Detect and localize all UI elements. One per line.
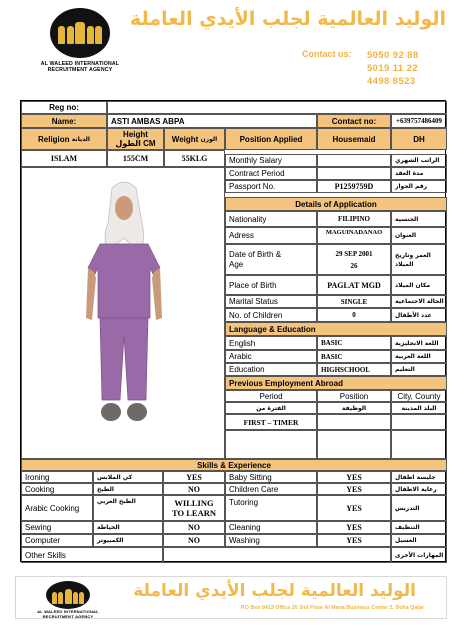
- address-ar: العنوان: [391, 227, 447, 244]
- footer-address: P.O Box 9413 Office 20 2nd Floor Al Mana Business Center 2, Doha Qatar: [240, 605, 424, 611]
- prev-col-city: City, County: [391, 390, 447, 402]
- footer-logo: [28, 581, 108, 619]
- contact-us-label: Contact us:: [302, 49, 352, 59]
- prev-row-position: [317, 414, 391, 430]
- prev-col-position-ar: الوظيفة: [317, 402, 391, 414]
- phone-2: 5019 11 22: [367, 63, 419, 74]
- dob-label: [225, 244, 317, 275]
- footer-agency-name-arabic: الوليد العالمية لجلب الأيدي العاملة: [133, 581, 416, 601]
- reg-label: Reg no:: [21, 101, 107, 114]
- skill-tutoring-ar: التدريس: [391, 495, 447, 521]
- skill-tutoring-label: Tutoring: [225, 495, 317, 521]
- contract-period-label: Contract Period: [225, 167, 317, 180]
- children-ar: عدد الأطفال: [391, 308, 447, 322]
- skill-arabiccooking-label: Arabic Cooking: [21, 495, 93, 521]
- skill-arabiccooking-value: [163, 495, 225, 521]
- nationality-ar: الجنسية: [391, 211, 447, 227]
- prev-row-blank-city: [391, 430, 447, 459]
- marital-status-value: SINGLE: [317, 295, 391, 308]
- arabic-ar: اللغة العربية: [391, 350, 447, 363]
- skill-sewing-label: Sewing: [21, 521, 93, 534]
- dh-header: DH: [391, 128, 447, 150]
- agency-name-arabic: الوليد العالمية لجلب الأيدي العاملة: [130, 8, 446, 30]
- marital-status-label: Marital Status: [225, 295, 317, 308]
- applicant-photo: [21, 167, 225, 459]
- applicant-figure-icon: [22, 168, 226, 460]
- place-of-birth-ar: مكان الميلاد: [391, 275, 447, 295]
- contact-no-value: +639757486409: [391, 114, 447, 128]
- previous-employment-title: Previous Employment Abroad: [225, 376, 447, 390]
- children-label: No. of Children: [225, 308, 317, 322]
- english-ar: اللغة الانجليزية: [391, 336, 447, 350]
- skill-computer-value: NO: [163, 534, 225, 547]
- monthly-salary-label: Monthly Salary: [225, 154, 317, 167]
- skill-washing-ar: الغسيل: [391, 534, 447, 547]
- logo-text-line2: RECRUITMENT AGENCY: [47, 67, 113, 73]
- skill-ironing-value: YES: [163, 471, 225, 483]
- other-skills-value: [163, 547, 391, 563]
- prev-row-blank-position: [317, 430, 391, 459]
- skill-babysitting-value: YES: [317, 471, 391, 483]
- contract-period-ar: مدة العقد: [391, 167, 447, 180]
- height-header: [107, 128, 164, 150]
- english-label: English: [225, 336, 317, 350]
- place-of-birth-label: Place of Birth: [225, 275, 317, 295]
- address-value: MAGUINADANAO: [317, 227, 391, 244]
- dob-ar: [391, 244, 447, 275]
- prev-col-period-ar: الفترة من: [225, 402, 317, 414]
- footer-banner: [15, 576, 447, 619]
- skill-cooking-ar: الطبخ: [93, 483, 163, 495]
- dob-value: [317, 244, 391, 275]
- weight-header-ar: الوزن: [200, 135, 218, 143]
- education-value: HIGHSCHOOL: [317, 363, 391, 376]
- skill-cooking-value: NO: [163, 483, 225, 495]
- dob-ar-2: الميلاد: [395, 260, 414, 268]
- skill-computer-label: Computer: [21, 534, 93, 547]
- arabic-value: BASIC: [317, 350, 391, 363]
- height-value: 155CM: [107, 150, 164, 167]
- skill-sewing-value: NO: [163, 521, 225, 534]
- position-applied-header: Position Applied: [225, 128, 317, 150]
- dob-label-1: Date of Birth &: [229, 249, 282, 259]
- education-ar: التعليم: [391, 363, 447, 376]
- marital-status-ar: الحالة الاجتماعية: [391, 295, 447, 308]
- skill-ironing-ar: كي الملابس: [93, 471, 163, 483]
- dob-label-2: Age: [229, 259, 244, 269]
- prev-col-position: Position: [317, 390, 391, 402]
- weight-header: [164, 128, 225, 150]
- contact-no-label: Contact no:: [317, 114, 391, 128]
- footer-logo-text-line2: RECRUITMENT AGENCY: [42, 613, 94, 619]
- children-value: 0: [317, 308, 391, 322]
- skill-cooking-label: Cooking: [21, 483, 93, 495]
- language-title: Language & Education: [225, 322, 447, 336]
- skill-childrencare-value: YES: [317, 483, 391, 495]
- skill-cleaning-value: YES: [317, 521, 391, 534]
- prev-col-city-ar: البلد المدينة: [391, 402, 447, 414]
- skill-childrencare-ar: رعاية الاطفال: [391, 483, 447, 495]
- prev-row-period: FIRST – TIMER: [225, 414, 317, 430]
- skill-babysitting-ar: جليسة اطفال: [391, 471, 447, 483]
- skill-cleaning-label: Cleaning: [225, 521, 317, 534]
- other-skills-ar: المهارات الأخرى: [391, 547, 447, 563]
- religion-header-ar: الديانة: [71, 135, 90, 143]
- footer-logo-emblem-icon: [46, 581, 90, 609]
- details-title: Details of Application: [225, 197, 447, 211]
- weight-value: 55KLG: [164, 150, 225, 167]
- monthly-salary-value: [317, 154, 391, 167]
- skill-computer-ar: الكمبيوتر: [93, 534, 163, 547]
- phone-1: 5050 92 88: [367, 50, 419, 61]
- place-of-birth-value: PAGLAT MGD: [317, 275, 391, 295]
- monthly-salary-ar: الراتب الشهري: [391, 154, 447, 167]
- skill-tutoring-value: YES: [317, 495, 391, 521]
- skills-title: Skills & Experience: [21, 459, 447, 471]
- skill-arabiccooking-value-2: TO LEARN: [171, 508, 216, 518]
- skill-cleaning-ar: التنظيف: [391, 521, 447, 534]
- english-value: BASIC: [317, 336, 391, 350]
- name-label: Name:: [21, 114, 107, 128]
- phone-3: 4498 8523: [367, 76, 416, 87]
- skill-babysitting-label: Baby Sitting: [225, 471, 317, 483]
- skill-arabiccooking-ar: الطبخ العربي: [93, 495, 163, 521]
- prev-row-city: [391, 414, 447, 430]
- nationality-label: Nationality: [225, 211, 317, 227]
- nationality-value: FILIPINO: [317, 211, 391, 227]
- name-value: ASTI AMBAS ABPA: [107, 114, 317, 128]
- skill-ironing-label: Ironing: [21, 471, 93, 483]
- application-form: [20, 100, 446, 562]
- religion-header: [21, 128, 107, 150]
- skill-sewing-ar: الخياطة: [93, 521, 163, 534]
- other-skills-label: Other Skills: [21, 547, 163, 563]
- skill-arabiccooking-value-1: WILLING: [174, 498, 214, 508]
- dob-date: 29 SEP 2001: [335, 249, 373, 258]
- letterhead: [0, 0, 462, 92]
- agency-logo: [30, 8, 130, 86]
- reg-value: [107, 101, 447, 114]
- prev-row-blank-period: [225, 430, 317, 459]
- dob-ar-1: العمر وتاريخ: [395, 251, 431, 259]
- passport-value: P1259759D: [317, 180, 391, 193]
- prev-col-period: Period: [225, 390, 317, 402]
- skill-washing-value: YES: [317, 534, 391, 547]
- logo-emblem-icon: [50, 8, 110, 58]
- housemaid-header: Housemaid: [317, 128, 391, 150]
- religion-value: ISLAM: [21, 150, 107, 167]
- arabic-label: Arabic: [225, 350, 317, 363]
- height-header-label-2: الطول CM: [115, 139, 156, 148]
- skill-washing-label: Washing: [225, 534, 317, 547]
- address-label: Adress: [225, 227, 317, 244]
- passport-ar: رقم الجواز: [391, 180, 447, 193]
- contract-period-value: [317, 167, 391, 180]
- age-value: 26: [350, 261, 358, 270]
- height-header-label: Height: [123, 130, 148, 139]
- logo-text-line1: AL WALEED INTERNATIONAL: [40, 61, 120, 67]
- phone-numbers: [367, 49, 419, 88]
- religion-header-label: Religion: [38, 134, 70, 144]
- passport-label: Passport No.: [225, 180, 317, 193]
- skill-childrencare-label: Children Care: [225, 483, 317, 495]
- education-label: Education: [225, 363, 317, 376]
- weight-header-label: Weight: [171, 134, 199, 144]
- footer-logo-text-line1: AL WALEED INTERNATIONAL: [37, 609, 99, 614]
